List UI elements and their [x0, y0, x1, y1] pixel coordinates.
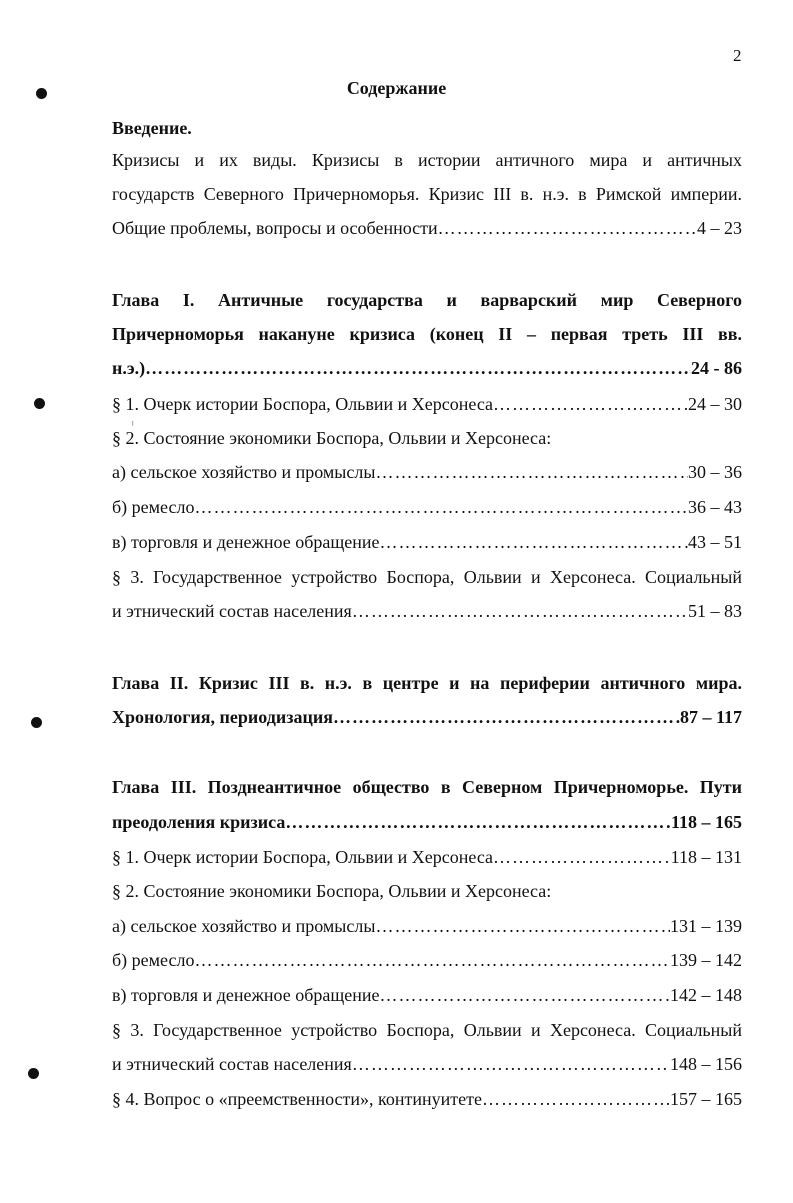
chapter1-title-line-2: Причерноморья накануне кризиса (конец II – первая треть III вв. — [112, 324, 742, 344]
toc-label: а) сельское хозяйство и промыслы — [112, 916, 376, 936]
scan-mark: ˡ — [132, 420, 134, 431]
toc-pages: 118 – 131 — [670, 847, 742, 867]
toc-label: § 1. Очерк истории Боспора, Ольвии и Херсонеса — [112, 847, 494, 867]
toc-pages: 4 – 23 — [697, 218, 742, 238]
toc-pages: 51 – 83 — [688, 601, 742, 621]
chapter1-section-2a[interactable] — [112, 460, 742, 484]
toc-label: Общие проблемы, вопросы и особенности — [112, 218, 438, 238]
chapter3-section-1[interactable] — [112, 845, 742, 869]
chapter3-section-2a[interactable] — [112, 914, 742, 938]
toc-pages: 87 – 117 — [679, 707, 742, 727]
page-title: Содержание — [346, 78, 447, 98]
toc-leader — [194, 495, 688, 519]
toc-label: в) торговля и денежное обращение — [112, 532, 380, 552]
punch-hole-mark-2 — [34, 398, 45, 409]
page-number: 2 — [733, 46, 742, 65]
intro-heading: Введение. — [112, 118, 192, 138]
toc-pages: 139 – 142 — [670, 950, 742, 970]
toc-label: Хронология, периодизация — [112, 707, 333, 727]
toc-pages: 131 – 139 — [670, 916, 742, 936]
chapter3-section-2c[interactable] — [112, 983, 742, 1007]
toc-pages: 30 – 36 — [688, 462, 742, 482]
toc-pages: 142 – 148 — [670, 985, 742, 1005]
toc-leader — [482, 1087, 670, 1111]
toc-label: б) ремесло — [112, 497, 195, 517]
chapter1-section-2b[interactable] — [112, 495, 742, 519]
toc-leader — [145, 356, 691, 380]
toc-leader — [194, 948, 670, 972]
punch-hole-mark-3 — [31, 717, 42, 728]
chapter3-toc-entry[interactable] — [112, 810, 742, 834]
toc-label: н.э.) — [112, 358, 146, 378]
chapter1-title-line-1: Глава I. Античные государства и варварский мир Северного — [112, 290, 742, 310]
chapter3-section-4[interactable] — [112, 1087, 742, 1111]
toc-leader — [285, 810, 671, 834]
toc-leader — [493, 845, 671, 869]
toc-leader — [493, 392, 688, 416]
toc-label: а) сельское хозяйство и промыслы — [112, 462, 376, 482]
punch-hole-mark-4 — [28, 1068, 39, 1079]
toc-leader — [375, 460, 688, 484]
toc-label: § 1. Очерк истории Боспора, Ольвии и Херсонеса — [112, 394, 494, 414]
intro-toc-entry[interactable] — [112, 216, 742, 240]
chapter1-section-2[interactable]: § 2. Состояние экономики Боспора, Ольвии и Херсонеса: — [112, 428, 552, 448]
chapter3-section-2b[interactable] — [112, 948, 742, 972]
toc-leader — [380, 530, 688, 554]
toc-label: и этнический состав населения — [112, 601, 352, 621]
intro-text-line-1: Кризисы и их виды. Кризисы в истории античного мира и античных — [112, 150, 742, 170]
toc-label: преодоления кризиса — [112, 812, 286, 832]
chapter1-section-1[interactable] — [112, 392, 742, 416]
chapter3-section-2[interactable]: § 2. Состояние экономики Боспора, Ольвии и Херсонеса: — [112, 881, 552, 901]
toc-leader — [375, 914, 670, 938]
toc-leader — [333, 705, 680, 729]
toc-label: б) ремесло — [112, 950, 195, 970]
intro-text-line-2: государств Северного Причерноморья. Кризис III в. н.э. в Римской империи. — [112, 184, 742, 204]
chapter1-section-2c[interactable] — [112, 530, 742, 554]
toc-leader — [352, 1052, 670, 1076]
toc-leader — [438, 216, 697, 240]
toc-label: § 4. Вопрос о «преемственности», континуитете — [112, 1089, 482, 1109]
chapter2-toc-entry[interactable] — [112, 705, 742, 729]
toc-leader — [352, 599, 688, 623]
chapter3-title-line-1: Глава III. Позднеантичное общество в Северном Причерноморье. Пути — [112, 777, 742, 797]
chapter2-title-line-1: Глава II. Кризис III в. н.э. в центре и на периферии античного мира. — [112, 673, 742, 693]
toc-pages: 24 - 86 — [691, 358, 742, 378]
chapter3-section-3-cont[interactable] — [112, 1052, 742, 1076]
toc-leader — [380, 983, 670, 1007]
toc-pages: 43 – 51 — [688, 532, 742, 552]
toc-pages: 148 – 156 — [670, 1054, 742, 1074]
chapter1-section-3[interactable]: § 3. Государственное устройство Боспора, Ольвии и Херсонеса. Социальный — [112, 567, 742, 587]
chapter1-section-3-cont[interactable] — [112, 599, 742, 623]
toc-label: в) торговля и денежное обращение — [112, 985, 380, 1005]
chapter3-section-3[interactable]: § 3. Государственное устройство Боспора, Ольвии и Херсонеса. Социальный — [112, 1020, 742, 1040]
toc-pages: 157 – 165 — [670, 1089, 742, 1109]
toc-pages: 24 – 30 — [688, 394, 742, 414]
toc-label: и этнический состав населения — [112, 1054, 352, 1074]
chapter1-toc-entry[interactable] — [112, 356, 742, 380]
toc-pages: 36 – 43 — [688, 497, 742, 517]
toc-pages: 118 – 165 — [670, 812, 742, 832]
